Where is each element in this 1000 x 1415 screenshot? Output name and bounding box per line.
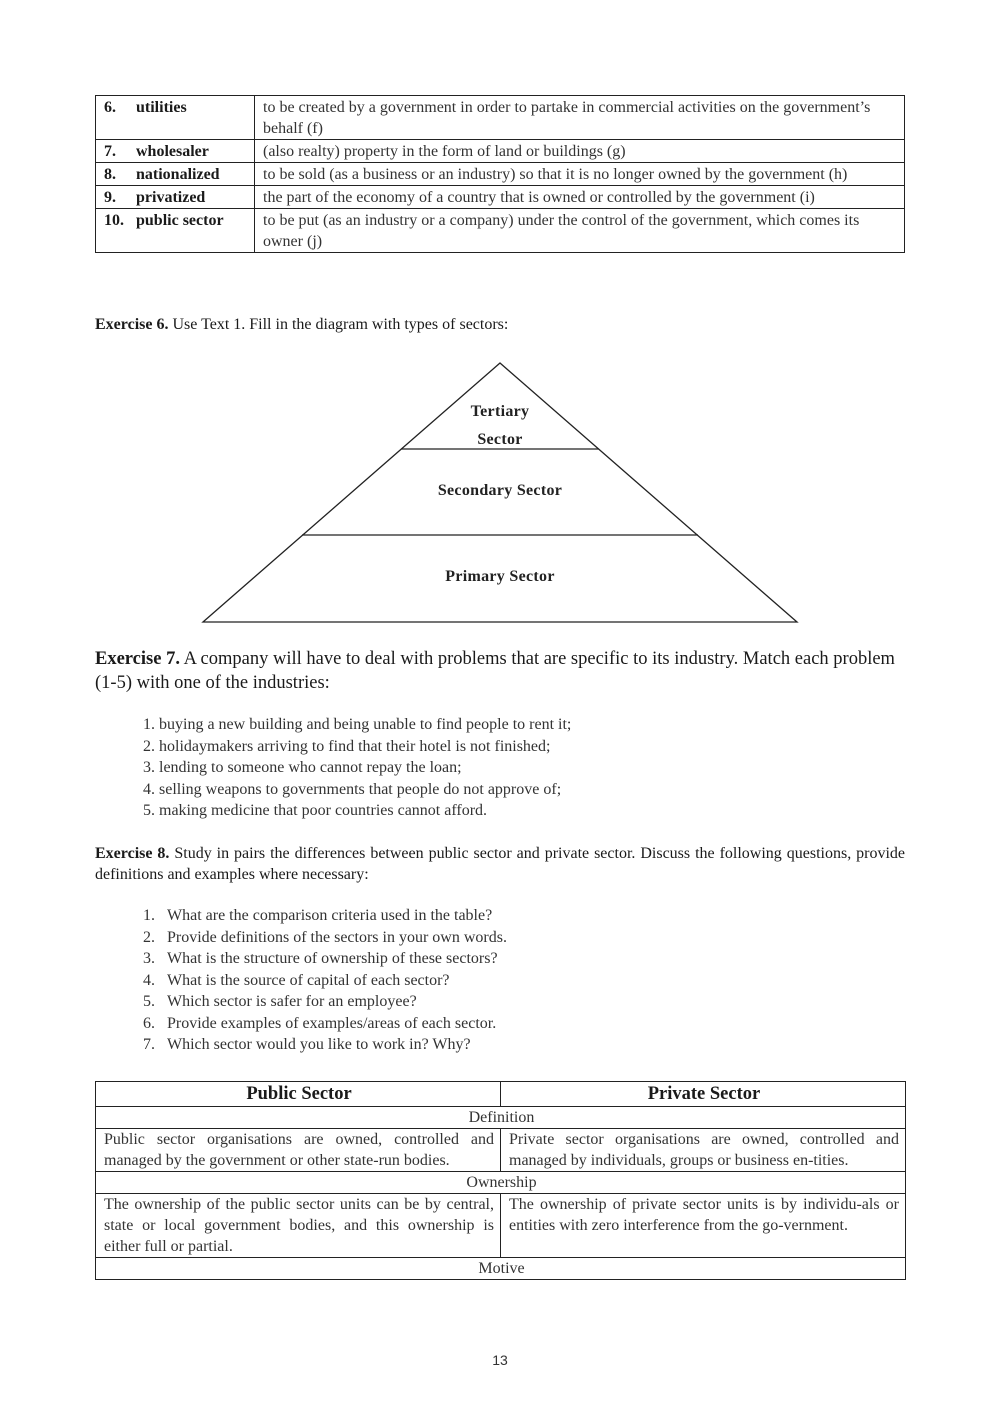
definition-private: Private sector organisations are owned, controlled and managed by individuals, groups or business en-tities. — [501, 1129, 906, 1172]
row-term: utilities — [132, 96, 255, 140]
list-item — [143, 991, 507, 1013]
row-number: 10. — [96, 209, 133, 253]
item-number: 2. — [143, 928, 155, 946]
exercise-7-problem-list — [143, 714, 571, 822]
item-text: Which sector is safer for an employee? — [167, 993, 417, 1010]
item-text: Which sector would you like to work in? Why? — [167, 1036, 471, 1053]
definition-public: Public sector organisations are owned, controlled and managed by the government or other state-run bodies. — [96, 1129, 501, 1172]
exercise-8-text: Study in pairs the differences between public sector and private sector. Discuss the following questions, provide definitions and examples where necessary: — [95, 845, 906, 883]
pyramid-secondary-label: Secondary Sector — [437, 482, 563, 499]
row-definition: (also realty) property in the form of land or buildings (g) — [255, 140, 905, 163]
list-item — [143, 948, 507, 970]
item-text: What are the comparison criteria used in the table? — [167, 907, 493, 924]
exercise-7-instructions — [95, 647, 905, 695]
item-text: Provide examples of examples/areas of each sector. — [167, 1014, 497, 1032]
header-private-sector: Private Sector — [501, 1082, 906, 1107]
sector-comparison-table — [95, 1081, 906, 1280]
item-number: 6. — [143, 1014, 155, 1032]
list-item — [143, 905, 507, 927]
item-number: 1. — [143, 907, 155, 924]
list-item — [143, 1013, 507, 1035]
row-definition: to be put (as an industry or a company) under the control of the government, which comes its owner (j) — [255, 209, 905, 253]
row-number: 9. — [96, 186, 133, 209]
item-text: What is the source of capital of each sector? — [167, 971, 450, 989]
page-number: 13 — [492, 1352, 508, 1368]
table-row — [96, 1194, 906, 1258]
item-text: Provide definitions of the sectors in your own words. — [167, 928, 507, 946]
row-number: 7. — [96, 140, 133, 163]
item-number: 5. — [143, 993, 155, 1010]
motive-label: Motive — [96, 1258, 906, 1280]
exercise-8-instructions — [95, 843, 905, 885]
item-number: 3. — [143, 950, 155, 967]
list-item — [143, 1034, 507, 1056]
header-public-sector: Public Sector — [96, 1082, 501, 1107]
definition-label: Definition — [96, 1107, 906, 1129]
exercise-6-label: Exercise 6. — [95, 316, 169, 333]
list-item: 5. making medicine that poor countries cannot afford. — [143, 802, 488, 819]
row-term: nationalized — [132, 163, 255, 186]
list-item: 4. selling weapons to governments that people do not approve of; — [143, 780, 562, 798]
row-definition: to be created by a government in order to partake in commercial activities on the government’s behalf (f) — [255, 96, 905, 140]
exercise-8-question-list — [143, 905, 507, 1056]
row-number: 6. — [96, 96, 133, 140]
pyramid-tertiary-line2: Sector — [477, 431, 523, 448]
list-item: 1. buying a new building and being unable to find people to rent it; — [143, 716, 572, 733]
item-number: 7. — [143, 1036, 155, 1053]
item-text: What is the structure of ownership of these sectors? — [167, 950, 498, 967]
exercise-6-text: Use Text 1. Fill in the diagram with types of sectors: — [172, 316, 509, 333]
table-row — [96, 1129, 906, 1172]
list-item — [143, 927, 507, 949]
list-item: 2. holidaymakers arriving to find that their hotel is not finished; — [143, 737, 551, 755]
list-item: 3. lending to someone who cannot repay the loan; — [143, 759, 462, 776]
sector-pyramid-diagram — [0, 0, 1000, 640]
ownership-public: The ownership of the public sector units can be by central, state or local government bodies, and this ownership is either full or partial. — [96, 1194, 501, 1258]
item-number: 4. — [143, 971, 155, 989]
pyramid-primary-label: Primary Sector — [445, 568, 555, 585]
row-term: public sector — [132, 209, 255, 253]
pyramid-tertiary-line1: Tertiary — [470, 403, 530, 420]
row-definition: the part of the economy of a country that is owned or controlled by the government (i) — [255, 186, 905, 209]
row-term: wholesaler — [132, 140, 255, 163]
ownership-label: Ownership — [96, 1172, 906, 1194]
exercise-7-text: A company will have to deal with problems that are specific to its industry. Match each problem (1-5) with one of the industries: — [95, 649, 895, 693]
table-header-row — [96, 1082, 906, 1107]
table-row — [96, 1107, 906, 1129]
exercise-7-label: Exercise 7. — [95, 649, 180, 669]
row-definition: to be sold (as a business or an industry) so that it is no longer owned by the government (h) — [255, 163, 905, 186]
row-term: privatized — [132, 186, 255, 209]
list-item — [143, 970, 507, 992]
exercise-8-label: Exercise 8. — [95, 845, 170, 862]
ownership-private: The ownership of private sector units is by individu-als or entities with zero interference from the go-vernment. — [501, 1194, 906, 1258]
pyramid-tertiary-label — [440, 398, 560, 454]
table-row — [96, 1172, 906, 1194]
table-row — [96, 1258, 906, 1280]
row-number: 8. — [96, 163, 133, 186]
